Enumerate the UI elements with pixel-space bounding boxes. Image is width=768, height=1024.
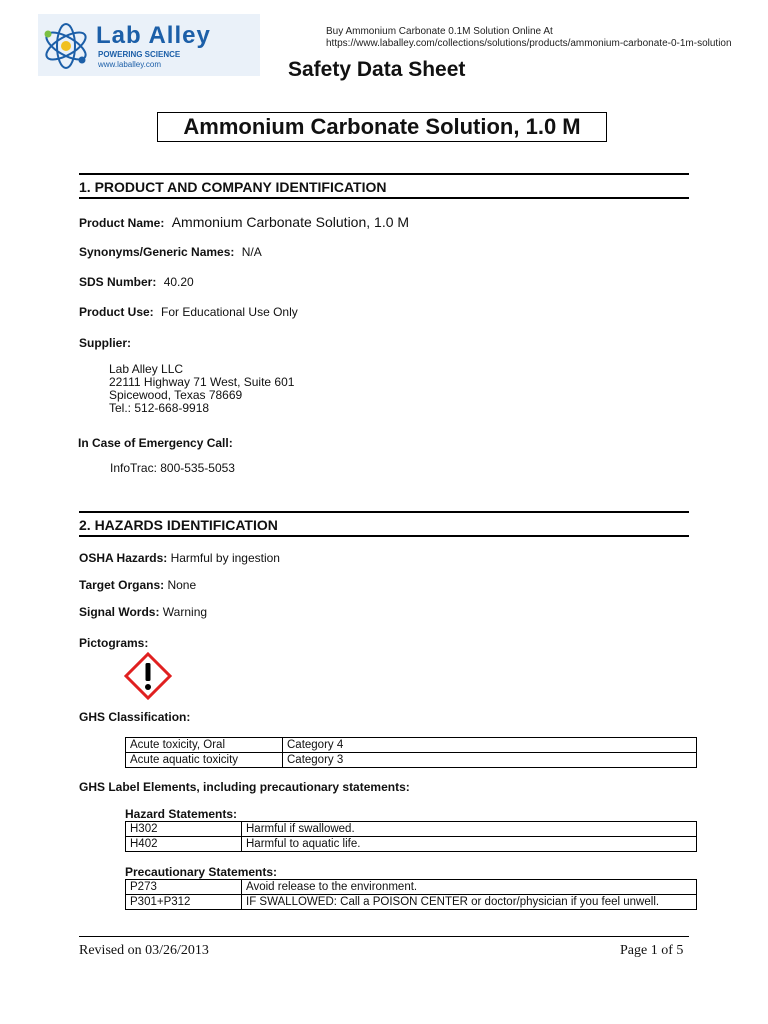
hazard-statements-label: Hazard Statements: — [125, 807, 238, 821]
ghs-classification-table — [125, 737, 697, 768]
table-row — [126, 738, 697, 753]
product-name-label: Product Name: — [79, 216, 165, 230]
pictograms-label: Pictograms: — [79, 636, 149, 650]
product-name-value: Ammonium Carbonate Solution, 1.0 M — [171, 214, 410, 230]
section-2-heading-text: 2. HAZARDS IDENTIFICATION — [79, 517, 278, 533]
section-1-heading — [79, 173, 689, 199]
footer-divider — [79, 936, 689, 937]
sds-number-value: 40.20 — [163, 275, 194, 289]
signal-words-value: Warning — [162, 605, 208, 619]
logo-tagline: POWERING SCIENCE — [98, 50, 181, 59]
section-2-heading — [79, 511, 689, 537]
table-cell: Category 3 — [283, 753, 697, 768]
sheet-title: Safety Data Sheet — [288, 58, 466, 81]
section-1-heading-text: 1. PRODUCT AND COMPANY IDENTIFICATION — [79, 179, 387, 195]
emergency-number: InfoTrac: 800-535-5053 — [110, 461, 235, 475]
signal-words-field — [79, 605, 207, 619]
label-elements-label: GHS Label Elements, including precautionary statements: — [79, 780, 410, 794]
logo-name: Lab Alley — [96, 22, 211, 49]
logo-url: www.laballey.com — [98, 60, 161, 69]
table-cell: H402 — [126, 837, 242, 852]
table-cell: H302 — [126, 822, 242, 837]
product-name-field — [79, 214, 409, 230]
supplier-label: Supplier: — [79, 336, 132, 350]
hazard-statements-table — [125, 821, 697, 852]
table-cell: P273 — [126, 880, 242, 895]
osha-hazards-value: Harmful by ingestion — [170, 551, 280, 565]
table-cell: Avoid release to the environment. — [242, 880, 697, 895]
table-row — [126, 837, 697, 852]
table-cell: Harmful to aquatic life. — [242, 837, 697, 852]
synonyms-value: N/A — [241, 245, 262, 259]
signal-words-label: Signal Words: — [79, 605, 160, 619]
table-row — [126, 753, 697, 768]
table-cell: Acute aquatic toxicity — [126, 753, 283, 768]
revised-date: Revised on 03/26/2013 — [79, 943, 209, 958]
exclamation-mark-pictogram-icon — [124, 652, 172, 700]
target-organs-field — [79, 578, 196, 592]
table-row — [126, 822, 697, 837]
sds-number-field — [79, 275, 194, 289]
target-organs-value: None — [167, 578, 197, 592]
supplier-line: 22111 Highway 71 West, Suite 601 — [109, 375, 295, 389]
table-cell: IF SWALLOWED: Call a POISON CENTER or doctor/physician if you feel unwell. — [242, 895, 697, 910]
table-row — [126, 880, 697, 895]
synonyms-field — [79, 245, 262, 259]
page-number: Page 1 of 5 — [620, 943, 684, 958]
osha-hazards-field — [79, 551, 280, 565]
supplier-address — [109, 363, 294, 415]
supplier-line: Spicewood, Texas 78669 — [109, 388, 243, 402]
osha-hazards-label: OSHA Hazards: — [79, 551, 168, 565]
document-title: Ammonium Carbonate Solution, 1.0 M — [157, 112, 607, 142]
supplier-line: Tel.: 512-668-9918 — [109, 401, 210, 415]
buy-online-link[interactable]: https://www.laballey.com/collections/solutions/products/ammonium-carbonate-0-1m-solution — [326, 38, 732, 49]
table-row — [126, 895, 697, 910]
product-use-label: Product Use: — [79, 305, 154, 319]
table-cell: Category 4 — [283, 738, 697, 753]
product-use-field — [79, 305, 298, 319]
ghs-classification-label: GHS Classification: — [79, 710, 191, 724]
precautionary-statements-label: Precautionary Statements: — [125, 865, 278, 879]
table-cell: Acute toxicity, Oral — [126, 738, 283, 753]
emergency-label: In Case of Emergency Call: — [78, 436, 233, 450]
precautionary-statements-table — [125, 879, 697, 910]
table-cell: P301+P312 — [126, 895, 242, 910]
target-organs-label: Target Organs: — [79, 578, 165, 592]
buy-online-text: Buy Ammonium Carbonate 0.1M Solution Online At — [326, 26, 553, 37]
sds-number-label: SDS Number: — [79, 275, 157, 289]
supplier-line: Lab Alley LLC — [109, 362, 184, 376]
product-use-value: For Educational Use Only — [161, 305, 298, 319]
synonyms-label: Synonyms/Generic Names: — [79, 245, 235, 259]
table-cell: Harmful if swallowed. — [242, 822, 697, 837]
